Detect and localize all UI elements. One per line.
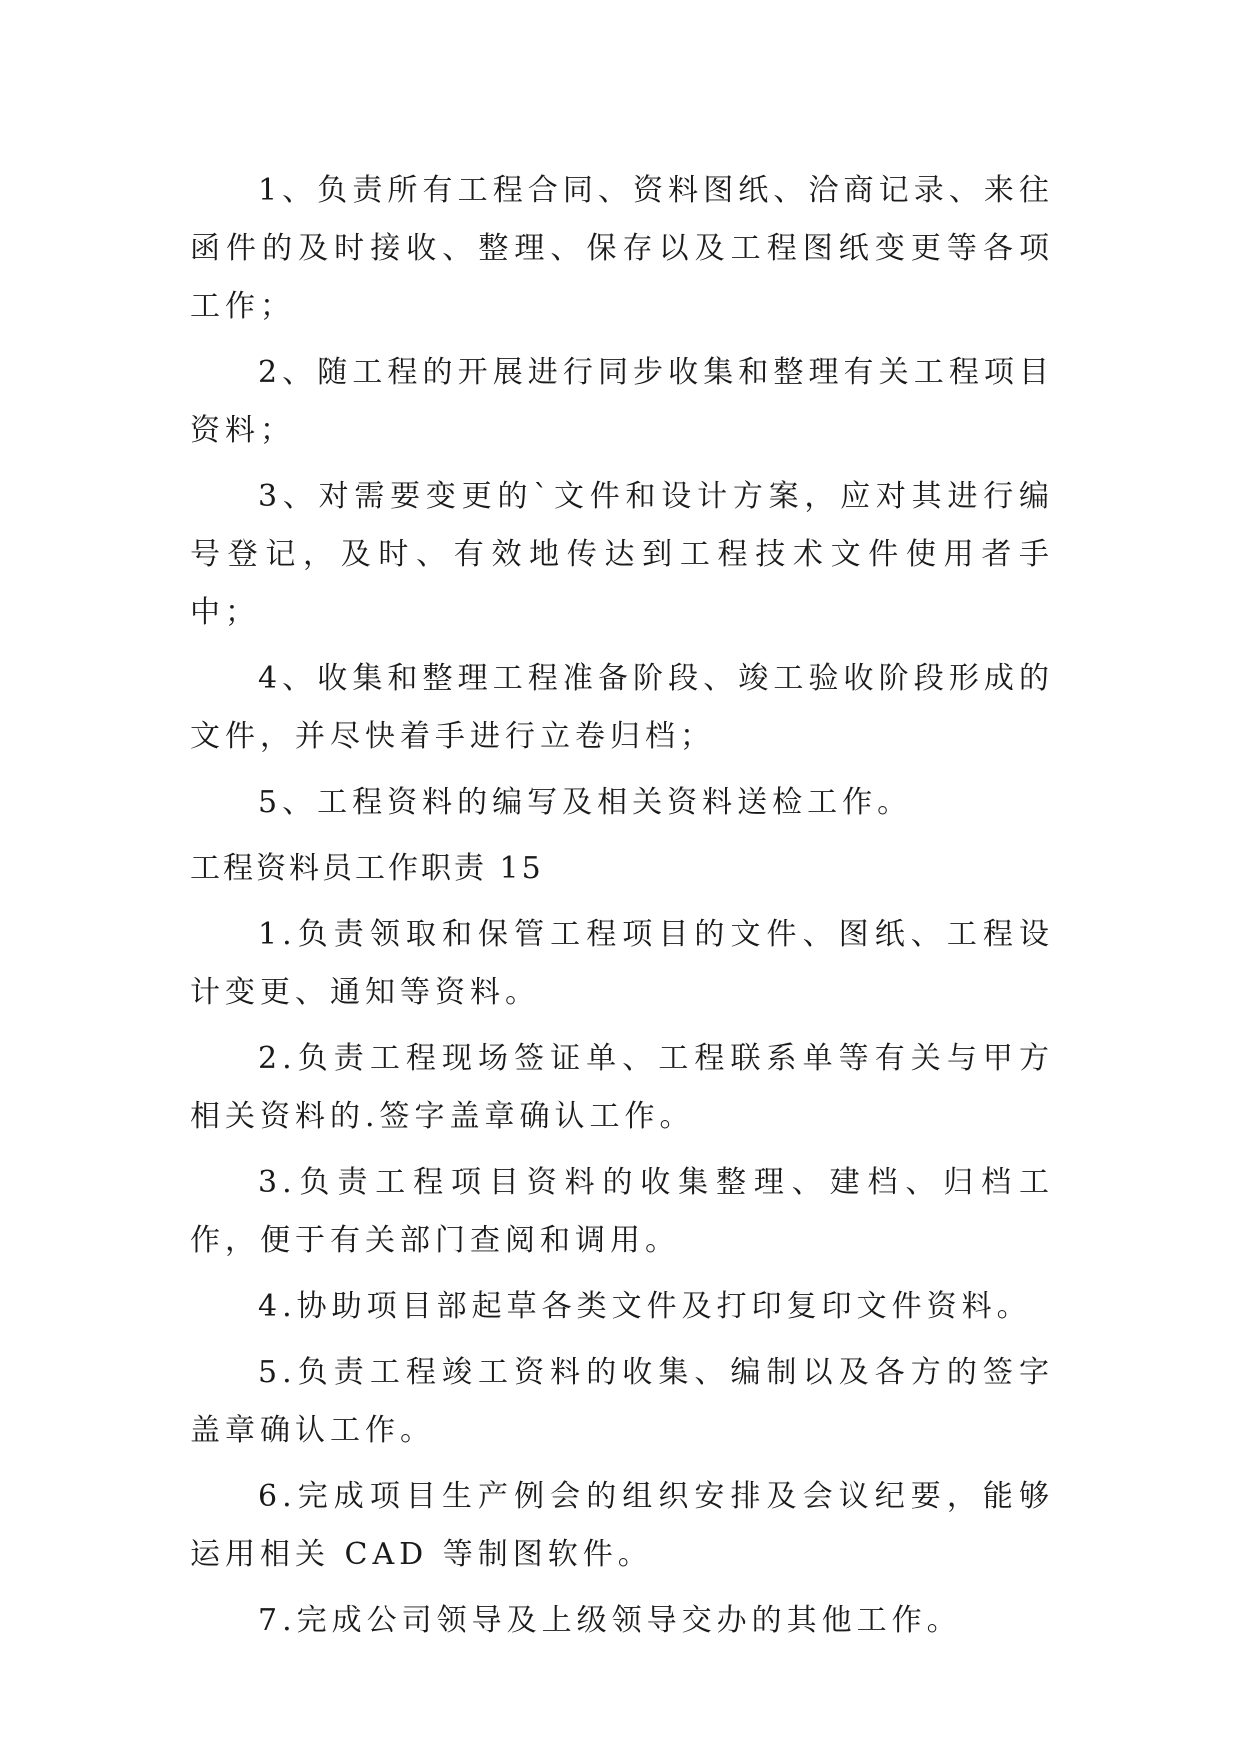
duty-item: 4.协助项目部起草各类文件及打印复印文件资料。: [258, 1289, 1032, 1324]
section-title: 工程资料员工作职责 15: [190, 851, 544, 886]
duty-item: 1、负责所有工程合同、资料图纸、洽商记录、来往函件的及时接收、整理、保存以及工程图纸变更等各项工作；: [190, 173, 1054, 324]
duty-item: 4、收集和整理工程准备阶段、竣工验收阶段形成的文件，并尽快着手进行立卷归档；: [190, 661, 1054, 754]
duty-item: 6.完成项目生产例会的组织安排及会议纪要，能够运用相关 CAD 等制图软件。: [190, 1479, 1054, 1572]
duty-item: 1.负责领取和保管工程项目的文件、图纸、工程设计变更、通知等资料。: [190, 917, 1054, 1010]
duty-item: 5、工程资料的编写及相关资料送检工作。: [258, 785, 913, 820]
duty-item: 5.负责工程竣工资料的收集、编制以及各方的签字盖章确认工作。: [190, 1355, 1054, 1448]
duty-item: 3、对需要变更的`文件和设计方案，应对其进行编号登记，及时、有效地传达到工程技术文件使用者手中；: [190, 479, 1054, 630]
duty-item: 7.完成公司领导及上级领导交办的其他工作。: [258, 1603, 962, 1638]
duty-item: 3.负责工程项目资料的收集整理、建档、归档工作，便于有关部门查阅和调用。: [190, 1165, 1054, 1258]
duty-item: 2.负责工程现场签证单、工程联系单等有关与甲方相关资料的.签字盖章确认工作。: [190, 1041, 1054, 1134]
duty-item: 2、随工程的开展进行同步收集和整理有关工程项目资料；: [190, 355, 1054, 448]
document-page: [190, 162, 1054, 1658]
